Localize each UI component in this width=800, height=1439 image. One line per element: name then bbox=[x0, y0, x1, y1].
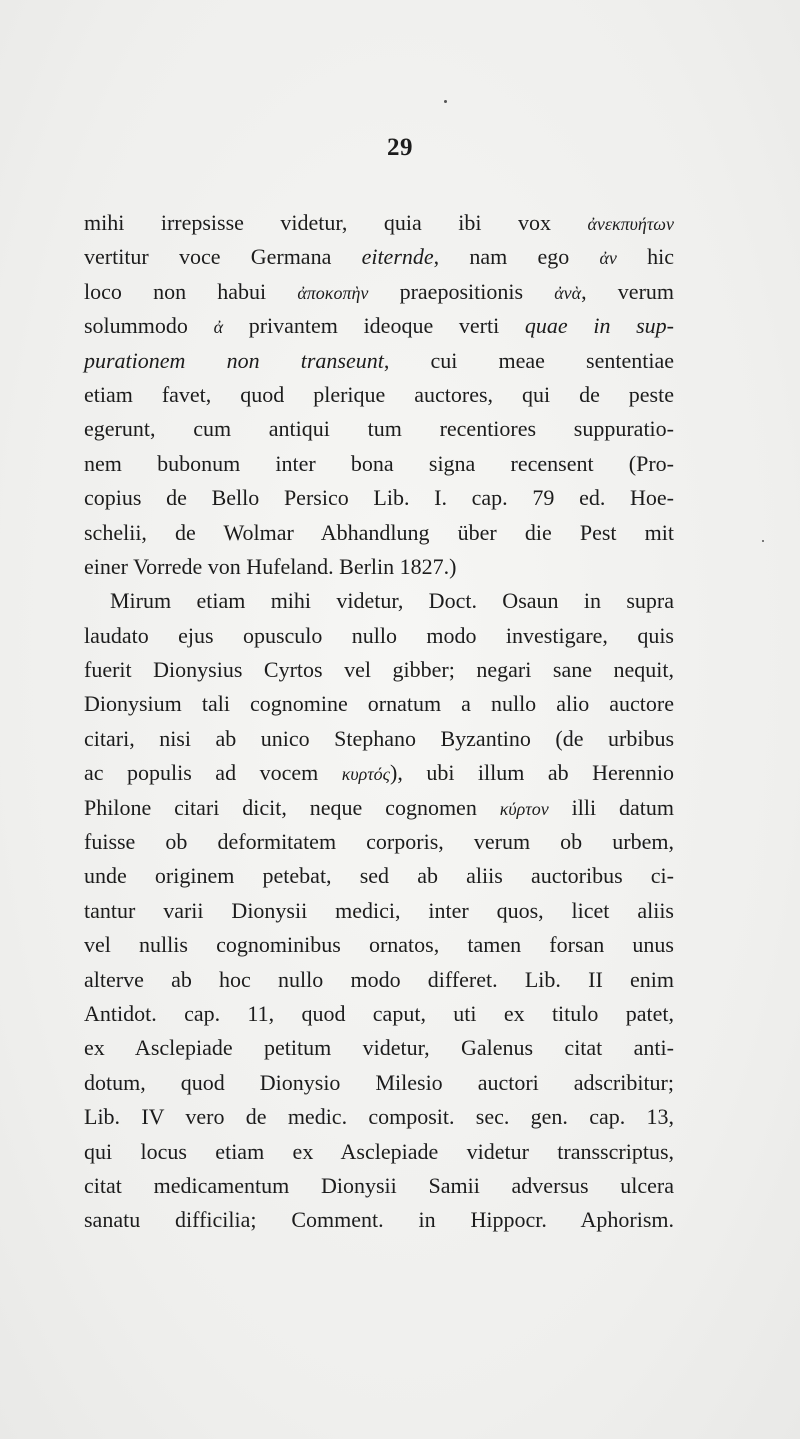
text-run: sanatu difficilia; Comment. in Hippocr. Aphorism. bbox=[84, 1207, 674, 1233]
text-run: Philone citari dicit, neque cognomen bbox=[84, 794, 500, 820]
text-run: ac populis ad vocem bbox=[84, 760, 342, 786]
greek-word: ἀν bbox=[599, 248, 617, 269]
text-run: , nam ego bbox=[433, 244, 600, 270]
text-line bbox=[84, 619, 674, 653]
greek-word: ἀνεκπυήτων bbox=[587, 214, 674, 234]
text-line bbox=[84, 1100, 674, 1134]
text-run: dotum, quod Dionysio Milesio auctori adscribitur; bbox=[84, 1069, 674, 1095]
greek-word: κύρτον bbox=[499, 798, 549, 819]
text-line bbox=[84, 722, 674, 756]
text-line bbox=[84, 309, 674, 343]
text-line bbox=[84, 275, 674, 309]
text-run: unde originem petebat, sed ab aliis auctoribus ci- bbox=[84, 863, 674, 889]
text-line bbox=[84, 756, 674, 790]
text-run: fuerit Dionysius Cyrtos vel gibber; negari sane nequit, bbox=[84, 657, 674, 683]
text-run: Mirum etiam mihi videtur, Doct. Osaun in supra bbox=[110, 588, 674, 614]
print-speck bbox=[444, 100, 447, 103]
text-line bbox=[84, 481, 674, 515]
italic-phrase: eiternde bbox=[361, 244, 434, 270]
text-line bbox=[84, 1203, 674, 1237]
text-run: tantur varii Dionysii medici, inter quos, licet aliis bbox=[84, 897, 674, 923]
italic-phrase: quae in sup- bbox=[524, 313, 675, 339]
italic-phrase: purationem non transeunt bbox=[84, 347, 384, 373]
text-run: Antidot. cap. 11, quod caput, uti ex titulo patet, bbox=[84, 1000, 674, 1026]
text-run: nem bubonum inter bona signa recensent (Pro- bbox=[84, 450, 674, 476]
text-line bbox=[84, 206, 674, 240]
text-run: Dionysium tali cognomine ornatum a nullo alio auctore bbox=[84, 691, 674, 717]
text-run: hic bbox=[616, 244, 674, 270]
body-text bbox=[84, 206, 674, 1238]
text-run: privantem ideoque verti bbox=[223, 313, 525, 339]
text-run: fuisse ob deformitatem corporis, verum ob urbem, bbox=[84, 829, 674, 855]
page-number: 29 bbox=[387, 134, 413, 161]
text-run: citari, nisi ab unico Stephano Byzantino (de urbibus bbox=[84, 725, 674, 751]
text-line bbox=[84, 653, 674, 687]
text-run: Lib. IV vero de medic. composit. sec. gen. cap. 13, bbox=[84, 1104, 674, 1130]
text-run: laudato ejus opusculo nullo modo investigare, quis bbox=[84, 622, 674, 648]
text-run: vertitur voce Germana bbox=[84, 244, 362, 270]
text-line bbox=[84, 344, 674, 378]
text-run: ex Asclepiade petitum videtur, Galenus citat anti- bbox=[84, 1035, 674, 1061]
text-line bbox=[84, 378, 674, 412]
text-line bbox=[84, 963, 674, 997]
text-line bbox=[84, 1135, 674, 1169]
text-line bbox=[84, 687, 674, 721]
text-line bbox=[84, 894, 674, 928]
text-line bbox=[84, 859, 674, 893]
greek-word: κυρτός bbox=[341, 764, 390, 785]
text-run: alterve ab hoc nullo modo differet. Lib. II enim bbox=[84, 966, 674, 992]
text-line bbox=[84, 928, 674, 962]
text-run: egerunt, cum antiqui tum recentiores suppuratio- bbox=[84, 416, 674, 442]
text-line bbox=[84, 825, 674, 859]
text-line bbox=[84, 1169, 674, 1203]
greek-word: ἀποκοπὴν bbox=[297, 282, 369, 303]
text-run: qui locus etiam ex Asclepiade videtur transscriptus, bbox=[84, 1138, 674, 1164]
text-run: praepositionis bbox=[368, 278, 555, 304]
text-line bbox=[84, 550, 674, 584]
text-line bbox=[84, 412, 674, 446]
text-line bbox=[84, 1031, 674, 1065]
text-run: citat medicamentum Dionysii Samii adversus ulcera bbox=[84, 1172, 674, 1198]
text-run: copius de Bello Persico Lib. I. cap. 79 ed. Hoe- bbox=[84, 485, 674, 511]
text-run: ), ubi illum ab Herennio bbox=[390, 760, 674, 786]
text-run: , cui meae sententiae bbox=[383, 347, 674, 373]
greek-word: ἀνὰ bbox=[554, 282, 582, 303]
text-run: einer Vorrede von Hufeland. Berlin 1827.) bbox=[84, 553, 457, 579]
text-run: vel nullis cognominibus ornatos, tamen forsan unus bbox=[84, 932, 674, 958]
text-run: illi datum bbox=[548, 794, 674, 820]
text-run: etiam favet, quod plerique auctores, qui de peste bbox=[84, 381, 674, 407]
text-line bbox=[84, 516, 674, 550]
text-run: solummodo bbox=[84, 313, 214, 339]
print-speck bbox=[762, 540, 764, 542]
text-line bbox=[84, 997, 674, 1031]
text-line bbox=[84, 447, 674, 481]
text-run: schelii, de Wolmar Abhandlung über die Pest mit bbox=[84, 519, 674, 545]
text-line bbox=[84, 1066, 674, 1100]
greek-word: ἀ bbox=[213, 317, 224, 338]
text-run: mihi irrepsisse videtur, quia ibi vox bbox=[84, 210, 588, 235]
text-run: loco non habui bbox=[84, 278, 298, 304]
text-line bbox=[84, 240, 674, 274]
text-line bbox=[84, 791, 674, 825]
text-line bbox=[84, 584, 674, 618]
text-run: , verum bbox=[581, 278, 675, 304]
